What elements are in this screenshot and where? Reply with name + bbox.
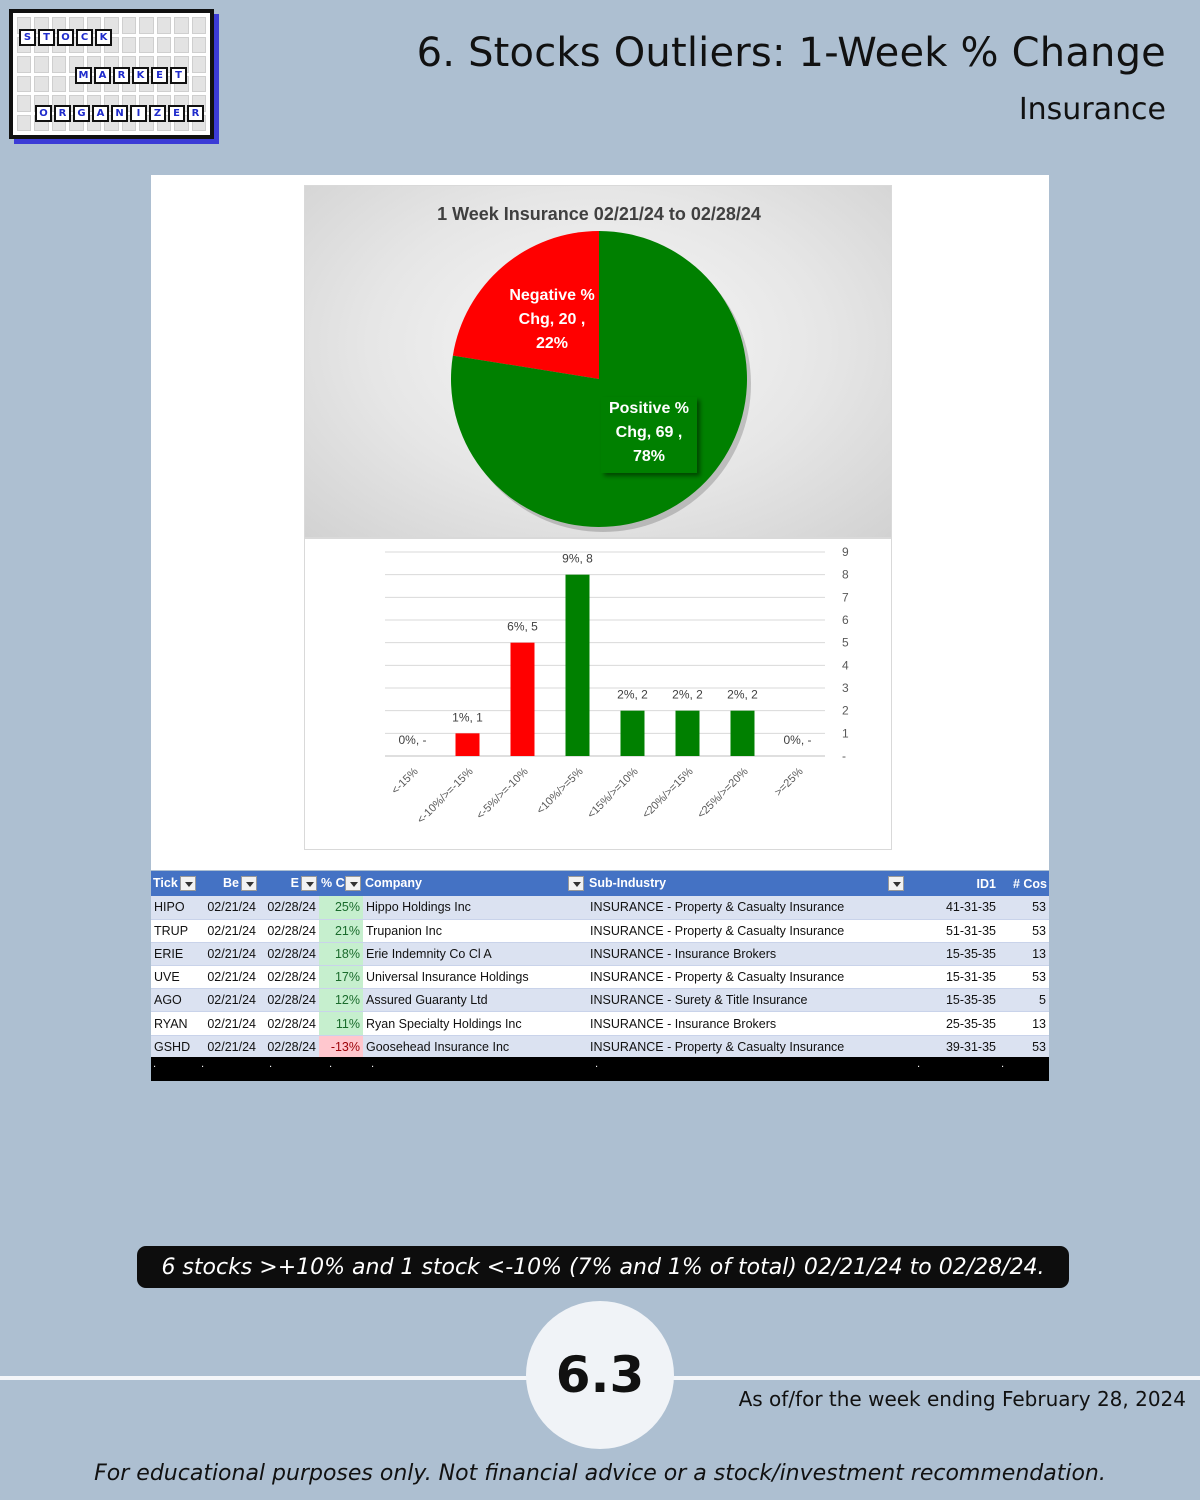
logo-letter: K xyxy=(95,29,112,46)
disclaimer: For educational purposes only. Not financial advice or a stock/investment recommendation. xyxy=(94,1461,1106,1486)
table-row[interactable] xyxy=(151,989,1049,1012)
begin-date-cell: 02/21/24 xyxy=(201,896,259,919)
column-header-pct-change[interactable] xyxy=(319,871,363,896)
footer-dot: . xyxy=(595,1059,599,1070)
begin-date-cell: 02/21/24 xyxy=(201,1035,259,1058)
end-date-cell: 02/28/24 xyxy=(259,989,319,1012)
id1-cell: 25-35-35 xyxy=(910,1012,1002,1035)
num-cos-cell: 5 xyxy=(1002,989,1049,1012)
y-tick-label: 2 xyxy=(842,703,849,718)
logo-letter: S xyxy=(19,29,36,46)
bar-data-label: 2%, 2 xyxy=(672,687,703,702)
ticker-cell: AGO xyxy=(151,989,201,1012)
logo-letter: K xyxy=(132,67,149,84)
y-tick-label: 4 xyxy=(842,658,849,673)
x-category-label: <15%/>=10% xyxy=(585,765,641,822)
bar xyxy=(456,733,480,756)
filter-dropdown-icon[interactable] xyxy=(345,876,361,891)
pie-data-label: Chg, 20 , xyxy=(518,311,586,328)
x-category-label: <10%/>=5% xyxy=(534,765,586,817)
end-date-cell: 02/28/24 xyxy=(259,1035,319,1058)
logo-letter: A xyxy=(94,67,111,84)
summary-banner: 6 stocks >+10% and 1 stock <-10% (7% and 1% of total) 02/21/24 to 02/28/24. xyxy=(137,1246,1069,1288)
footer-dot: . xyxy=(1001,1059,1005,1070)
footer-dot: . xyxy=(371,1059,375,1070)
end-date-cell: 02/28/24 xyxy=(259,919,319,942)
logo-grid-cell xyxy=(192,56,206,73)
company-cell: Erie Indemnity Co Cl A xyxy=(363,942,587,965)
bar-data-label: 2%, 2 xyxy=(727,687,758,702)
company-cell: Assured Guaranty Ltd xyxy=(363,989,587,1012)
x-category-label: >=25% xyxy=(772,765,806,799)
logo-letter: R xyxy=(113,67,130,84)
bar xyxy=(731,711,755,756)
bar xyxy=(511,643,535,756)
end-date-cell: 02/28/24 xyxy=(259,1012,319,1035)
logo-letter: R xyxy=(187,105,204,122)
id1-cell: 41-31-35 xyxy=(910,896,1002,919)
begin-date-cell: 02/21/24 xyxy=(201,942,259,965)
company-cell: Trupanion Inc xyxy=(363,919,587,942)
num-cos-cell: 13 xyxy=(1002,1012,1049,1035)
ticker-cell: HIPO xyxy=(151,896,201,919)
page-number-badge: 6.3 xyxy=(526,1301,674,1449)
logo-letter: O xyxy=(57,29,74,46)
id1-cell: 15-31-35 xyxy=(910,966,1002,989)
logo-letter: C xyxy=(76,29,93,46)
logo-grid-cell xyxy=(174,17,188,34)
bar xyxy=(566,575,590,756)
logo-letter: O xyxy=(35,105,52,122)
footer-dot: . xyxy=(153,1059,157,1070)
sub-industry-cell: INSURANCE - Insurance Brokers xyxy=(587,1012,910,1035)
logo-grid-cell xyxy=(17,95,31,112)
header-label: Sub-Industry xyxy=(589,875,667,890)
table-header-row xyxy=(151,871,1049,896)
logo-grid-cell xyxy=(34,76,48,93)
logo-word-stock xyxy=(19,29,112,46)
sub-industry-cell: INSURANCE - Property & Casualty Insurance xyxy=(587,896,910,919)
logo-grid-cell xyxy=(17,56,31,73)
header-label: ID1 xyxy=(976,876,996,891)
pct-change-cell: 12% xyxy=(319,989,363,1012)
pct-change-cell: 17% xyxy=(319,966,363,989)
bar-data-label: 0%, - xyxy=(398,733,427,747)
logo-letter: E xyxy=(168,105,185,122)
bar xyxy=(676,711,700,756)
logo-grid-cell xyxy=(17,115,31,132)
pie-data-label: 22% xyxy=(535,335,569,352)
footer-dot: . xyxy=(269,1059,273,1070)
table-row[interactable] xyxy=(151,966,1049,989)
filter-dropdown-icon[interactable] xyxy=(241,876,257,891)
ticker-cell: ERIE xyxy=(151,942,201,965)
company-cell: Ryan Specialty Holdings Inc xyxy=(363,1012,587,1035)
ticker-cell: GSHD xyxy=(151,1035,201,1058)
filter-dropdown-icon[interactable] xyxy=(888,876,904,891)
pie-slice-negative xyxy=(453,231,599,379)
pie-chart-title: 1 Week Insurance 02/21/24 to 02/28/24 xyxy=(437,204,761,224)
header-label: Company xyxy=(365,875,422,890)
id1-cell: 15-35-35 xyxy=(910,942,1002,965)
bar-data-label: 0%, - xyxy=(783,733,812,747)
x-category-label: <-10%/>=-15% xyxy=(415,765,476,827)
footer-dot: . xyxy=(329,1059,333,1070)
bar-data-label: 1%, 1 xyxy=(452,710,483,725)
pie-data-label: Positive % xyxy=(608,400,690,417)
ticker-cell: RYAN xyxy=(151,1012,201,1035)
column-header-company[interactable] xyxy=(363,871,587,896)
logo-grid-cell xyxy=(192,37,206,54)
begin-date-cell: 02/21/24 xyxy=(201,919,259,942)
end-date-cell: 02/28/24 xyxy=(259,896,319,919)
table-row[interactable] xyxy=(151,919,1049,942)
x-category-label: <20%/>=15% xyxy=(640,765,696,822)
stock-market-organizer-logo xyxy=(9,9,214,139)
footer-dot: . xyxy=(201,1059,205,1070)
sub-industry-cell: INSURANCE - Property & Casualty Insurance xyxy=(587,966,910,989)
sub-industry-cell: INSURANCE - Property & Casualty Insurance xyxy=(587,919,910,942)
header-label: % C xyxy=(321,875,345,890)
logo-letter: I xyxy=(130,105,147,122)
begin-date-cell: 02/21/24 xyxy=(201,1012,259,1035)
header-label: # Cos xyxy=(1012,876,1047,891)
filter-dropdown-icon[interactable] xyxy=(180,876,196,891)
logo-letter: E xyxy=(151,67,168,84)
pie-data-label: Negative % xyxy=(509,287,595,304)
logo-grid-cell xyxy=(174,37,188,54)
table-row[interactable] xyxy=(151,1035,1049,1058)
pct-change-cell: 25% xyxy=(319,896,363,919)
table-row[interactable] xyxy=(151,942,1049,965)
num-cos-cell: 53 xyxy=(1002,896,1049,919)
begin-date-cell: 02/21/24 xyxy=(201,989,259,1012)
id1-cell: 39-31-35 xyxy=(910,1035,1002,1058)
bar-chart xyxy=(305,539,893,851)
column-header-begin[interactable] xyxy=(201,871,259,896)
pie-data-label: Chg, 69 , xyxy=(615,424,683,441)
logo-grid-cell xyxy=(192,76,206,93)
column-header-ticker[interactable] xyxy=(151,871,201,896)
company-cell: Universal Insurance Holdings xyxy=(363,966,587,989)
begin-date-cell: 02/21/24 xyxy=(201,966,259,989)
company-cell: Goosehead Insurance Inc xyxy=(363,1035,587,1058)
x-category-label: <-5%/>=-10% xyxy=(474,765,531,822)
bar-data-label: 9%, 8 xyxy=(562,551,593,566)
logo-letter: T xyxy=(38,29,55,46)
num-cos-cell: 53 xyxy=(1002,966,1049,989)
header-label: E xyxy=(290,875,299,890)
y-tick-label: 6 xyxy=(842,613,849,627)
end-date-cell: 02/28/24 xyxy=(259,942,319,965)
sub-industry-cell: INSURANCE - Property & Casualty Insurance xyxy=(587,1035,910,1058)
logo-grid-cell xyxy=(157,37,171,54)
page-title: 6. Stocks Outliers: 1-Week % Change xyxy=(416,30,1166,76)
chart-panel xyxy=(151,175,1049,870)
logo-letter: A xyxy=(92,105,109,122)
logo-grid-cell xyxy=(122,37,136,54)
logo-letter: T xyxy=(170,67,187,84)
pct-change-cell: 11% xyxy=(319,1012,363,1035)
logo-letter: R xyxy=(54,105,71,122)
column-header-end[interactable] xyxy=(259,871,319,896)
logo-word-market xyxy=(75,67,187,84)
sub-industry-cell: INSURANCE - Surety & Title Insurance xyxy=(587,989,910,1012)
pie-data-label: 78% xyxy=(632,448,666,465)
page-subtitle: Insurance xyxy=(1018,92,1166,127)
filter-dropdown-icon[interactable] xyxy=(301,876,317,891)
y-tick-label: 1 xyxy=(842,726,849,741)
table-row[interactable] xyxy=(151,1012,1049,1035)
logo-grid-cell xyxy=(139,17,153,34)
ticker-cell: UVE xyxy=(151,966,201,989)
logo-word-organizer xyxy=(35,105,204,122)
logo-letter: Z xyxy=(149,105,166,122)
y-tick-label: 9 xyxy=(842,545,849,559)
logo-grid-cell xyxy=(192,17,206,34)
pie-chart xyxy=(305,186,893,539)
bar xyxy=(621,711,645,756)
pct-change-cell: 21% xyxy=(319,919,363,942)
pct-change-cell: 18% xyxy=(319,942,363,965)
table-footer-bar xyxy=(151,1057,1049,1081)
logo-grid-cell xyxy=(17,76,31,93)
logo-letter: N xyxy=(111,105,128,122)
bar-data-label: 2%, 2 xyxy=(617,687,648,702)
as-of-date: As of/for the week ending February 28, 2024 xyxy=(738,1387,1186,1411)
header-label: Be xyxy=(223,875,239,890)
company-cell: Hippo Holdings Inc xyxy=(363,896,587,919)
logo-grid-cell xyxy=(34,56,48,73)
num-cos-cell: 53 xyxy=(1002,919,1049,942)
logo-grid-cell xyxy=(122,17,136,34)
pie-chart-area xyxy=(304,185,892,538)
x-category-label: <-15% xyxy=(389,765,421,797)
end-date-cell: 02/28/24 xyxy=(259,966,319,989)
id1-cell: 51-31-35 xyxy=(910,919,1002,942)
y-tick-label: 5 xyxy=(842,635,849,650)
table-row[interactable] xyxy=(151,896,1049,919)
num-cos-cell: 53 xyxy=(1002,1035,1049,1058)
sub-industry-cell: INSURANCE - Insurance Brokers xyxy=(587,942,910,965)
logo-grid-cell xyxy=(157,17,171,34)
bar-chart-area xyxy=(304,538,892,850)
column-header-sub-industry[interactable] xyxy=(587,871,910,896)
y-tick-label: 3 xyxy=(842,681,849,695)
y-tick-label: 8 xyxy=(842,567,849,582)
ticker-cell: TRUP xyxy=(151,919,201,942)
outliers-table xyxy=(151,871,1049,1081)
logo-grid-cell xyxy=(139,37,153,54)
num-cos-cell: 13 xyxy=(1002,942,1049,965)
footer-dot: . xyxy=(917,1059,921,1070)
column-header-num-cos[interactable] xyxy=(1002,871,1049,896)
y-tick-label: 7 xyxy=(842,590,849,605)
column-header-id1[interactable] xyxy=(910,871,1002,896)
x-category-label: <25%/>=20% xyxy=(695,765,751,822)
logo-letter: G xyxy=(73,105,90,122)
filter-dropdown-icon[interactable] xyxy=(568,876,584,891)
y-tick-label: - xyxy=(842,749,846,763)
logo-grid-cell xyxy=(52,56,66,73)
pct-change-cell: -13% xyxy=(319,1035,363,1058)
header-label: Tick xyxy=(153,875,178,890)
bar-data-label: 6%, 5 xyxy=(507,619,538,634)
logo-letter: M xyxy=(75,67,92,84)
id1-cell: 15-35-35 xyxy=(910,989,1002,1012)
logo-grid-cell xyxy=(52,76,66,93)
